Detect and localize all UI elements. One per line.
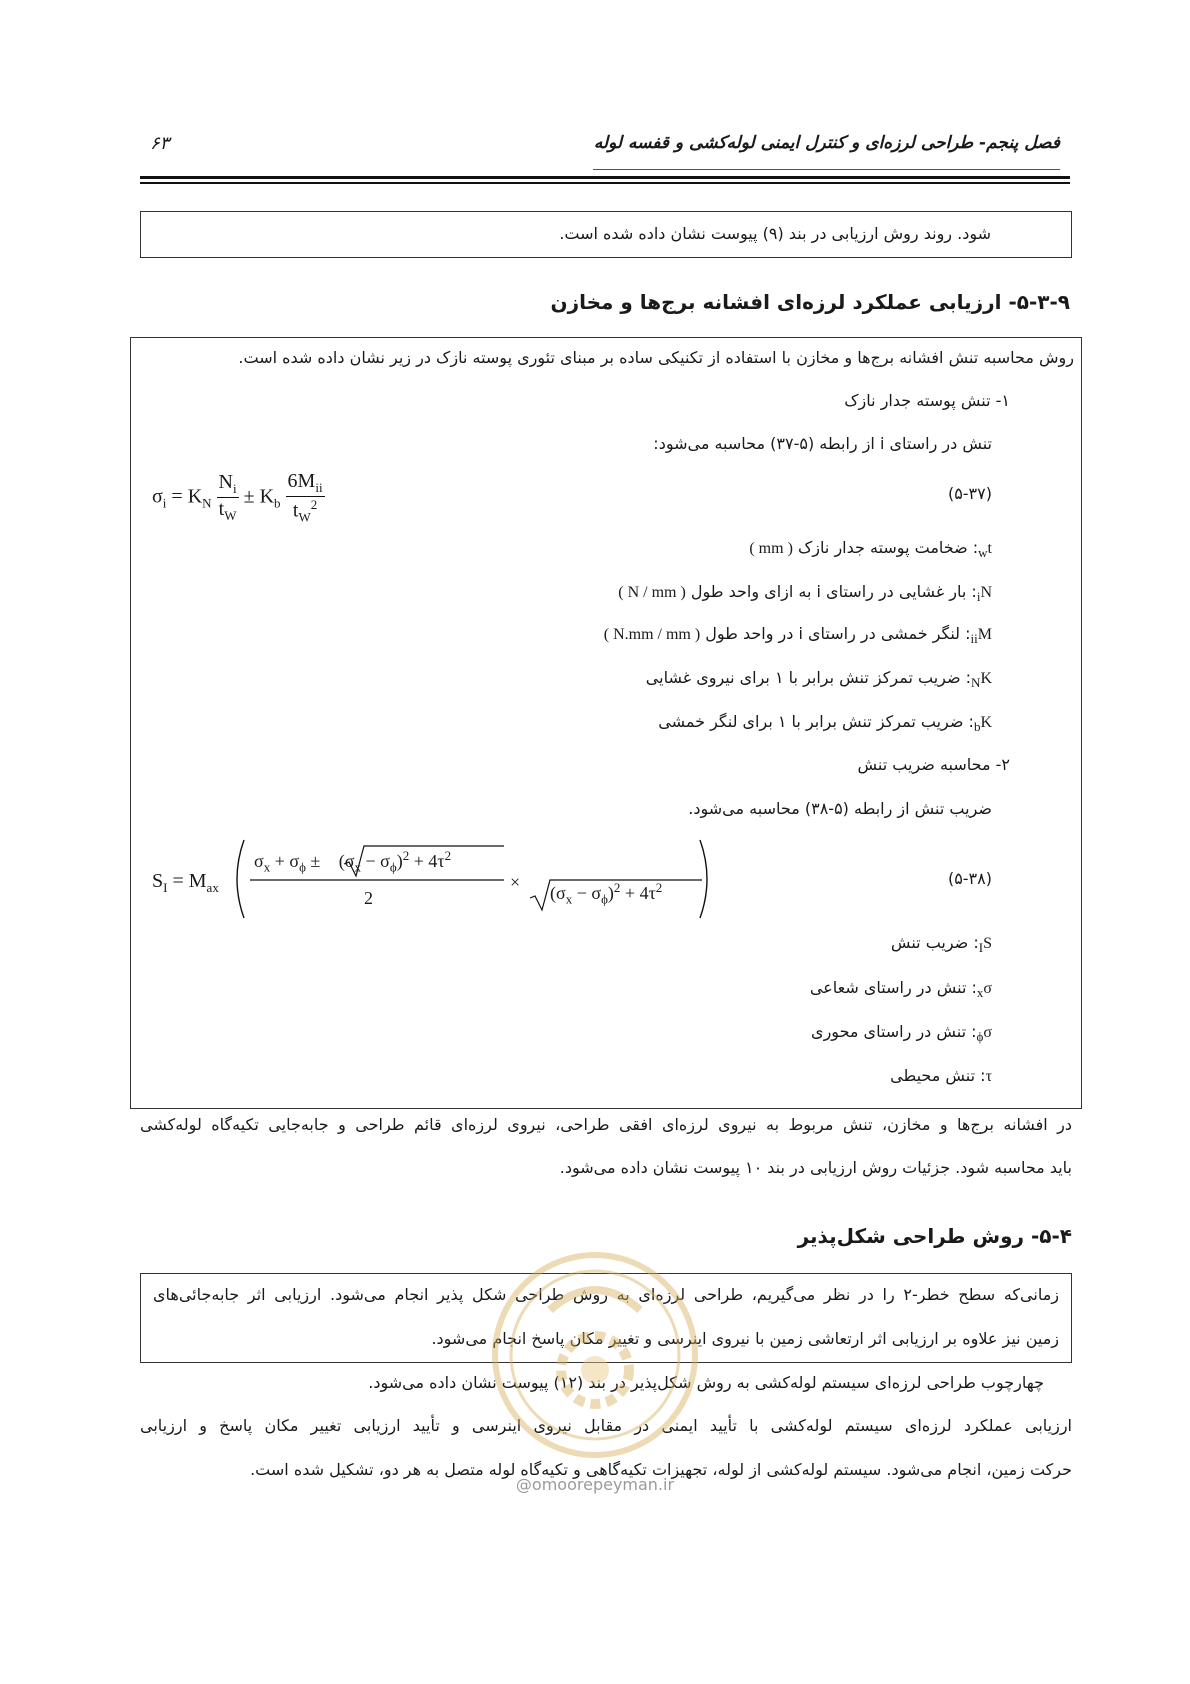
chapter-title: فصل پنجم- طراحی لرزه‌ای و کنترل ایمنی لوله‌کشی و قفسه لوله <box>593 133 1060 153</box>
definition-kn: $K_N$: ضریب تمرکز تنش برابر با ۱ برای نیروی غشایی <box>645 668 992 691</box>
eq38-m: M <box>188 870 207 892</box>
ductile-box-line-2: زمین نیز علاوه بر ارزیابی اثر ارتعاشی زمین با نیروی اینرسی و تغییر مکان پاسخ انجام می‌شود. <box>431 1329 1059 1348</box>
eq37-sub-i: i <box>162 495 167 511</box>
eq38-sub-i: I <box>163 880 168 895</box>
eq37-6m-sub: ii <box>315 480 323 495</box>
equation-5-37-label: (۵-۳۷) <box>947 484 992 503</box>
equation-5-38 <box>152 836 712 922</box>
step2-text: ضریب تنش از رابطه (۵-۳۸) محاسبه می‌شود. <box>688 799 992 818</box>
equation-5-38-label: (۵-۳۸) <box>947 869 992 888</box>
watermark-seal-icon <box>490 1250 700 1460</box>
top-note-text: شود. روند روش ارزیابی در بند (۹) پیوست نشان داده شده است. <box>559 224 991 243</box>
header-rule-thick <box>140 176 1070 179</box>
eq37-sub-b: b <box>274 495 281 511</box>
definition-sigma-x: $\sigma_x$: تنش در راستای شعاعی <box>809 978 992 1001</box>
section-heading-5-4: ۵-۴- روش طراحی شکل‌پذیر <box>797 1224 1072 1248</box>
eq37-t: t <box>218 498 225 521</box>
eq37-frac-n-t <box>217 471 239 524</box>
header-rule-thick-2 <box>140 182 1070 184</box>
eq37-t2-sup: 2 <box>310 497 318 512</box>
definition-sigma-phi: $\sigma_\phi$: تنش در راستای محوری <box>811 1022 992 1045</box>
eq38-equals: = <box>172 870 184 892</box>
eq38-sub-ax: ax <box>206 880 219 895</box>
definition-tau: τ: تنش محیطی <box>890 1066 992 1085</box>
page-number: ۶۳ <box>150 133 170 154</box>
watermark-text: @omoorepeyman.ir <box>515 1475 675 1494</box>
ductile-para-1: چهارچوب طراحی لرزه‌ای سیستم لوله‌کشی به روش شکل‌پذیر در بند (۱۲) پیوست نشان داده می‌شود. <box>368 1373 1044 1392</box>
definition-mii: $M_{ii}$: لنگر خمشی در راستای i در واحد طول ( N.mm / mm ) <box>603 624 992 647</box>
step2-title: ۲- محاسبه ضریب تنش <box>857 755 1010 774</box>
intro-paragraph: روش محاسبه تنش افشانه برج‌ها و مخازن با استفاده از تکنیکی ساده بر مبنای تئوری پوسته نازک در زیر نشان داده شده است. <box>238 348 1074 367</box>
definition-tw: $t_w$: ضخامت پوسته جدار نازک ( mm ) <box>749 538 992 561</box>
eq37-plus-minus: ± <box>243 485 255 508</box>
eq37-k-b: K <box>259 485 275 508</box>
eq37-t2: t <box>292 499 299 522</box>
ductile-box-line-1: زمانی‌که سطح خطر-۲ را در نظر می‌گیریم، طراحی لرزه‌ای به روش طراحی شکل پذیر انجام می‌شود. ارزیابی اثر جابه‌جائی‌های <box>153 1285 1059 1304</box>
eq37-k: K <box>187 485 203 508</box>
after-box-line-1: در افشانه برج‌ها و مخازن، تنش مربوط به نیروی لرزه‌ای افقی طراحی، نیروی لرزه‌ای قائم طراحی و جابه‌جایی تکیه‌گاه لوله‌کشی <box>140 1115 1072 1134</box>
eq38-numerator: $\sigma_x + \sigma_\phi \pm (\sigma_x - \sigma_\phi)^2 + 4\tau^2$ <box>254 848 452 875</box>
eq37-n-sub: i <box>232 481 237 497</box>
eq37-sub-n: N <box>202 495 212 511</box>
eq37-frac-m-t <box>286 470 325 526</box>
eq38-times: × <box>510 872 521 892</box>
top-note-box <box>140 211 1072 258</box>
eq38-second-root: $(\sigma_x - \sigma_\phi)^2 + 4\tau^2$ <box>550 880 663 907</box>
eq37-equals: = <box>171 485 183 508</box>
ductile-para-2-line-2: حرکت زمین، انجام می‌شود. سیستم لوله‌کشی از لوله، تجهیزات تکیه‌گاهی و تکیه‌گاه لوله متصل به هر دو، تشکیل شده است. <box>250 1460 1072 1479</box>
section-heading-5-3-9: ۵-۳-۹- ارزیابی عملکرد لرزه‌ای افشانه برج‌ها و مخازن <box>550 290 1070 314</box>
eq37-sigma: σ <box>152 485 163 508</box>
ductile-para-2-line-1: ارزیابی عملکرد لرزه‌ای سیستم لوله‌کشی با تأیید ایمنی در مقابل نیروی اینرسی و تأیید ارزیابی تغییر مکان پاسخ و ارزیابی <box>140 1416 1072 1435</box>
after-box-line-2: باید محاسبه شود. جزئیات روش ارزیابی در بند ۱۰ پیوست نشان داده می‌شود. <box>559 1158 1072 1177</box>
eq37-n: N <box>218 471 233 494</box>
definition-ni: $N_i$: بار غشایی در راستای i به ازای واحد طول ( N / mm ) <box>618 582 992 605</box>
equation-5-37 <box>152 470 325 526</box>
header-rule-thin <box>593 169 1060 170</box>
eq37-6m: 6M <box>287 470 316 492</box>
eq37-t2-sub: W <box>298 509 311 525</box>
step1-text: تنش در راستای i از رابطه (۵-۳۷) محاسبه می‌شود: <box>653 434 992 453</box>
step1-title: ۱- تنش پوسته جدار نازک <box>844 391 1010 410</box>
definition-kb: $K_b$: ضریب تمرکز تنش برابر با ۱ برای لنگر خمشی <box>658 712 992 735</box>
eq37-t-sub: W <box>224 508 237 524</box>
definition-si: $S_I$: ضریب تنش <box>890 933 992 956</box>
eq38-s: S <box>152 870 164 892</box>
eq38-denominator: 2 <box>364 888 373 908</box>
